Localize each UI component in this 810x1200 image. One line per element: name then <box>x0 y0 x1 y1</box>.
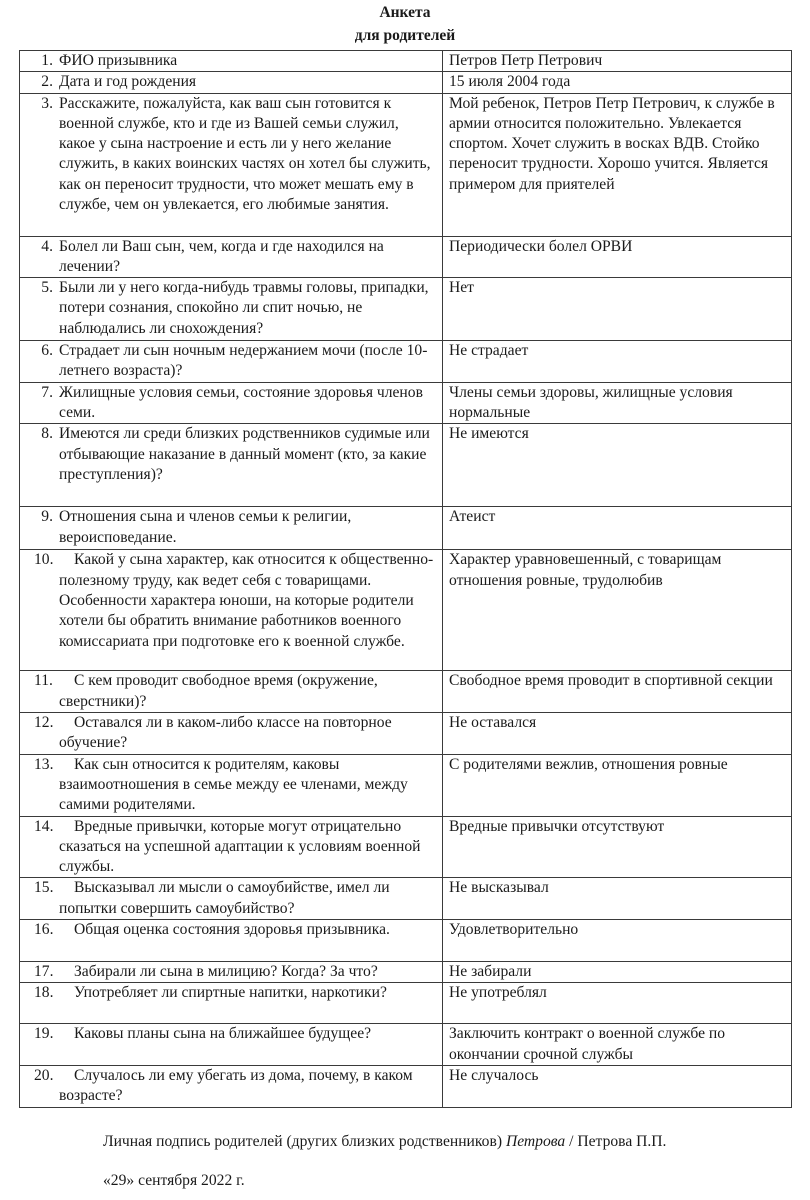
question-number: 13. <box>34 755 54 773</box>
question-cell <box>20 983 443 1024</box>
table-row <box>20 72 792 93</box>
answer-cell: Заключить контракт о военной службе по окончании срочной службы <box>443 1024 792 1066</box>
question-text: Общая оценка состояния здоровья призывника. <box>74 921 390 939</box>
question-text: Имеются ли среди близких родственников судимые или отбывающие наказание в данный момент (кто, за какие преступления)? <box>59 425 430 483</box>
table-row <box>20 341 792 383</box>
table-row <box>20 550 792 671</box>
question-number: 2. <box>41 73 53 91</box>
answer-cell: Не употреблял <box>443 983 792 1024</box>
question-cell <box>20 878 443 920</box>
question-number: 3. <box>41 94 53 112</box>
question-cell <box>20 671 443 713</box>
question-text: Вредные привычки, которые могут отрицательно сказаться на успешной адаптации к условиям военной службы. <box>59 817 421 876</box>
answer-cell: Характер уравновешенный, с товарищам отношения ровные, трудолюбив <box>443 550 792 671</box>
table-row <box>20 93 792 236</box>
answer-cell: Не случалось <box>443 1065 792 1107</box>
question-number: 15. <box>34 879 54 897</box>
table-row <box>20 754 792 816</box>
question-text: Каковы планы сына на ближайшее будущее? <box>74 1025 372 1043</box>
answer-cell: Не забирали <box>443 962 792 983</box>
table-row <box>20 507 792 550</box>
question-text: Оставался ли в каком-либо классе на повторное обучение? <box>59 713 392 752</box>
question-cell <box>20 278 443 341</box>
question-text: Расскажите, пожалуйста, как ваш сын готовится к военной службе, кто и где из Вашей семьи служил, какое у сына настроение и есть ли у него желание служить, в каких воинских частях он хотел бы служить, как он переносит трудности, что может мешать ему в службе, чем он увлекается, его любимые занятия. <box>59 94 431 214</box>
answer-cell: Члены семьи здоровы, жилищные условия нормальные <box>443 382 792 424</box>
question-cell <box>20 51 443 72</box>
question-text: ФИО призывника <box>59 52 178 69</box>
table-row <box>20 51 792 72</box>
table-row <box>20 816 792 878</box>
question-text: Как сын относится к родителям, каковы взаимоотношения в семье между ее членами, между самими родителями. <box>59 755 408 814</box>
question-number: 20. <box>34 1066 54 1084</box>
question-text: Какой у сына характер, как относится к общественно-полезному труду, как ведет себя с товарищами. Особенности характера юноши, на которые родители хотели бы обратить внимание работников военного комиссариата при подготовке его к военной службе. <box>59 551 434 650</box>
handwritten-signature: Петрова <box>505 1133 566 1150</box>
question-number: 18. <box>34 984 54 1002</box>
answer-cell: Не имеются <box>443 424 792 507</box>
question-cell <box>20 93 443 236</box>
question-number: 16. <box>34 921 54 939</box>
question-cell <box>20 712 443 754</box>
question-number: 1. <box>41 52 53 69</box>
question-text: С кем проводит свободное время (окружение, сверстники)? <box>59 672 378 710</box>
signature-label: Личная подпись родителей (других близких родственников) <box>103 1133 506 1150</box>
table-row <box>20 962 792 983</box>
answer-cell: Петров Петр Петрович <box>443 51 792 72</box>
signature-separator: / <box>565 1133 578 1150</box>
question-cell <box>20 550 443 671</box>
table-row <box>20 1065 792 1107</box>
signature-line <box>103 1133 666 1151</box>
question-number: 12. <box>34 713 54 731</box>
question-cell <box>20 236 443 278</box>
answer-cell: Удовлетворительно <box>443 920 792 962</box>
table-row <box>20 424 792 507</box>
question-number: 5. <box>41 279 53 297</box>
table-row <box>20 236 792 278</box>
question-cell <box>20 424 443 507</box>
table-row <box>20 878 792 920</box>
questionnaire-table <box>19 50 792 1108</box>
answer-cell: Свободное время проводит в спортивной секции <box>443 671 792 713</box>
answer-cell: Мой ребенок, Петров Петр Петрович, к службе в армии относится положительно. Увлекается спортом. Хочет служить в восках ВДВ. Стойко переносит трудности. Хорошо учится. Является примером для приятелей <box>443 93 792 236</box>
question-number: 6. <box>41 342 53 360</box>
question-number: 9. <box>41 508 53 526</box>
question-text: Случалось ли ему убегать из дома, почему, в каком возрасте? <box>59 1066 413 1105</box>
table-row <box>20 920 792 962</box>
question-text: Отношения сына и членов семьи к религии, вероисповедание. <box>59 508 352 546</box>
question-cell <box>20 72 443 93</box>
answer-cell: Нет <box>443 278 792 341</box>
question-number: 17. <box>34 963 54 981</box>
answer-cell: 15 июля 2004 года <box>443 72 792 93</box>
answer-cell: Не высказывал <box>443 878 792 920</box>
answer-cell: С родителями вежлив, отношения ровные <box>443 754 792 816</box>
table-row <box>20 278 792 341</box>
table-row <box>20 382 792 424</box>
question-number: 19. <box>34 1025 54 1043</box>
question-cell <box>20 382 443 424</box>
question-number: 11. <box>34 672 53 690</box>
signature-name: Петрова П.П. <box>577 1133 667 1150</box>
question-cell <box>20 1065 443 1107</box>
question-number: 4. <box>41 237 53 255</box>
document-subtitle: для родителей <box>354 27 456 44</box>
answer-cell: Не оставался <box>443 712 792 754</box>
signature-date: «29» сентября 2022 г. <box>103 1172 245 1189</box>
question-cell <box>20 754 443 816</box>
question-cell <box>20 920 443 962</box>
question-text: Жилищные условия семьи, состояние здоровья членов семи. <box>59 383 423 422</box>
document-title: Анкета <box>379 4 431 21</box>
question-text: Дата и год рождения <box>59 73 197 91</box>
question-text: Забирали ли сына в милицию? Когда? За что? <box>74 963 378 981</box>
question-cell <box>20 341 443 383</box>
question-number: 14. <box>34 817 54 835</box>
table-row <box>20 1024 792 1066</box>
table-row <box>20 671 792 713</box>
answer-cell: Не страдает <box>443 341 792 383</box>
question-cell <box>20 816 443 878</box>
question-number: 7. <box>41 383 53 401</box>
answer-cell: Атеист <box>443 507 792 550</box>
table-row <box>20 983 792 1024</box>
question-text: Употребляет ли спиртные напитки, наркотики? <box>74 984 387 1002</box>
table-row <box>20 712 792 754</box>
question-cell <box>20 962 443 983</box>
question-cell <box>20 507 443 550</box>
answer-cell: Вредные привычки отсутствуют <box>443 816 792 878</box>
question-text: Страдает ли сын ночным недержанием мочи (после 10-летнего возраста)? <box>59 342 428 380</box>
question-text: Были ли у него когда-нибудь травмы головы, припадки, потери сознания, спокойно ли спит ночью, не наблюдались ли снохождения? <box>59 279 429 337</box>
answer-cell: Периодически болел ОРВИ <box>443 236 792 278</box>
question-number: 8. <box>41 425 53 443</box>
question-text: Болел ли Ваш сын, чем, когда и где находился на лечении? <box>59 237 384 275</box>
question-number: 10. <box>34 551 54 569</box>
question-cell <box>20 1024 443 1066</box>
question-text: Высказывал ли мысли о самоубийстве, имел ли попытки совершить самоубийство? <box>59 879 390 917</box>
